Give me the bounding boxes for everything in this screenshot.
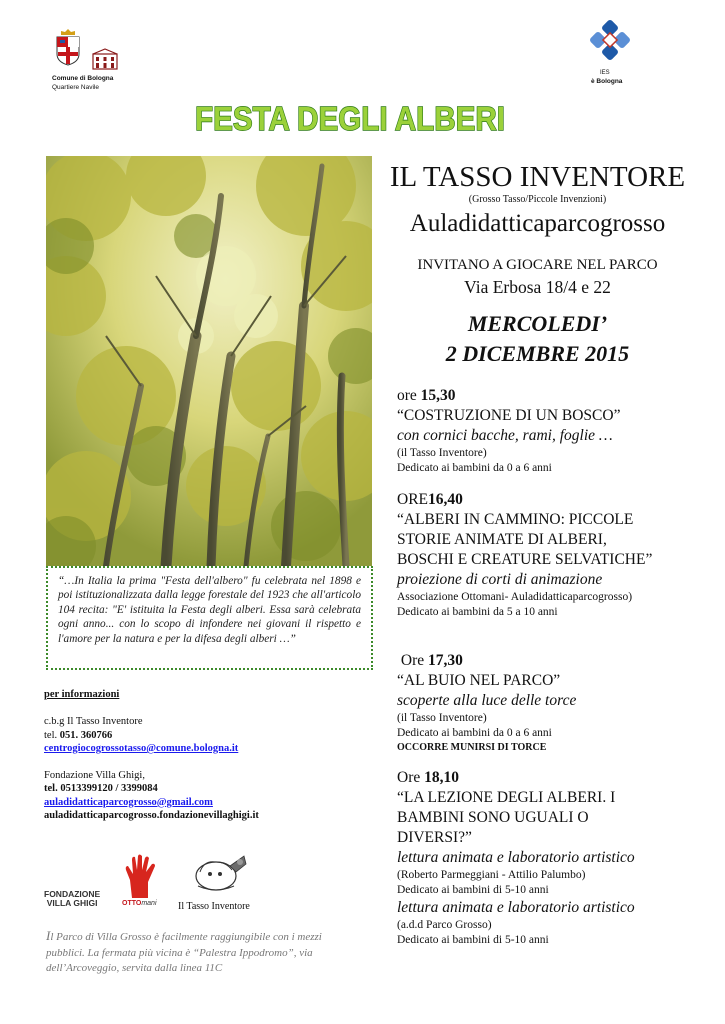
tel2: tel. 0513399120 / 3399084 [44, 783, 158, 795]
mani-text: mani [141, 900, 157, 907]
palazzo-icon [92, 48, 118, 70]
event-4-time-prefix: Ore [397, 769, 425, 786]
comune-label: Comune di Bologna [52, 75, 114, 82]
info-tel1-line [44, 729, 364, 742]
event-3-time-prefix: Ore [397, 652, 428, 669]
villa-ghigi-logo [44, 890, 100, 908]
ies-label: IES [600, 70, 610, 76]
event-4-desc2: lettura animata e laboratorio artistico [397, 898, 635, 916]
main-title: IL TASSO INVENTORE [389, 161, 686, 193]
event-1-title: “COSTRUZIONE DI UN BOSCO” [397, 406, 621, 424]
event-3-note: OCCORRE MUNIRSI DI TORCE [397, 741, 547, 753]
red-hand-icon [124, 854, 158, 900]
quartiere-label: Quartiere Navile [52, 84, 99, 91]
badger-icon [190, 850, 250, 894]
info-org1: c.b.g Il Tasso Inventore [44, 716, 143, 728]
villa-line2: VILLA GHIGI [46, 898, 98, 908]
event-4-audience: Dedicato ai bambini di 5-10 anni [397, 883, 549, 896]
event-1 [397, 386, 697, 476]
comune-bologna-logo [50, 22, 122, 98]
ies-mark-icon [588, 18, 632, 62]
event-4-by2: (a.d.d Parco Grosso) [397, 918, 492, 931]
event-2-audience: Dedicato ai bambini da 5 a 10 anni [397, 605, 558, 618]
event-4-title: “LA LEZIONE DEGLI ALBERI. I BAMBINI SONO UGUALI O DIVERSI?” [397, 788, 616, 846]
subtitle: (Grosso Tasso/Piccole Invenzioni) [468, 194, 607, 205]
invitano-line: INVITANO A GIOCARE NEL PARCO [417, 257, 658, 273]
trees-photo [46, 156, 372, 566]
event-3-time-value: 17,30 [428, 652, 463, 669]
event-3-desc: scoperte alla luce delle torce [397, 691, 577, 709]
address: Via Erbosa 18/4 e 22 [464, 277, 611, 297]
website: auladidatticaparcogrosso.fondazionevillaghigi.it [44, 810, 259, 822]
ottomani-logo [122, 900, 157, 907]
aula-title: Auladidatticaparcogrosso [409, 210, 666, 237]
event-2-time [397, 490, 697, 510]
event-3-time [397, 651, 697, 671]
email1-link[interactable]: centrogiocogrossotasso@comune.bologna.it [44, 742, 239, 754]
event-4-by: (Roberto Parmeggiani - Attilio Palumbo) [397, 868, 586, 881]
event-2-by: Associazione Ottomani- Auladidatticaparcogrosso) [397, 590, 633, 603]
tel1: 051. 360766 [59, 729, 113, 741]
event-1-audience: Dedicato ai bambini da 0 a 6 anni [397, 461, 552, 474]
sponsor-logos [44, 850, 294, 920]
festa-banner [190, 94, 510, 140]
event-4 [397, 768, 697, 948]
footnote [46, 928, 346, 977]
event-date: 2 DICEMBRE 2015 [445, 341, 630, 366]
event-3 [397, 651, 697, 755]
event-1-time [397, 386, 697, 406]
footnote-cap: I [46, 928, 51, 943]
email2-link[interactable]: auladidatticaparcogrosso@gmail.com [44, 796, 213, 808]
bologna-crest-icon [53, 28, 83, 66]
event-4-time-value: 18,10 [424, 769, 459, 786]
event-1-time-value: 15,30 [420, 387, 456, 404]
event-2 [397, 490, 697, 620]
event-2-desc: proiezione di corti di animazione [397, 570, 603, 588]
event-4-desc: lettura animata e laboratorio artistico [397, 848, 635, 866]
tasso-label: Il Tasso Inventore [178, 901, 250, 912]
info-heading: per informazioni [44, 689, 120, 700]
event-2-time-prefix: ORE [397, 491, 428, 508]
banner-title: FESTA DEGLI ALBERI [195, 100, 505, 137]
ies-logo [583, 16, 639, 86]
event-day: MERCOLEDI’ [467, 311, 608, 336]
event-3-title: “AL BUIO NEL PARCO” [397, 671, 561, 689]
event-1-desc: con cornici bacche, rami, foglie … [397, 426, 613, 444]
tel-label: tel. [44, 729, 60, 741]
info-section [44, 688, 364, 822]
event-1-by: (il Tasso Inventore) [397, 446, 487, 459]
event-2-time-value: 16,40 [428, 491, 463, 508]
event-1-time-prefix: ore [397, 387, 421, 404]
quote-box: “…In Italia la prima "Festa dell'albero" fu celebrata nel 1898 e poi istituzionalizzata dalla legge forestale del 1923 che all'articolo 104 recita: "E' istituita la Festa degli alberi. Essa sarà celebrata ogni anno... con lo scopo di infondere nei giovani il rispetto e l'amore per la natura e per la difesa degli alberi …” [46, 566, 373, 670]
event-4-audience2: Dedicato ai bambini di 5-10 anni [397, 933, 549, 946]
event-3-audience: Dedicato ai bambini da 0 a 6 anni [397, 726, 552, 739]
event-3-by: (il Tasso Inventore) [397, 711, 487, 724]
ies-bologna-label: è Bologna [591, 78, 623, 85]
event-2-title: “ALBERI IN CAMMINO: PICCOLE STORIE ANIMATE DI ALBERI, BOSCHI E CREATURE SELVATICHE” [397, 510, 653, 568]
event-4-time [397, 768, 697, 788]
footnote-text: l Parco di Villa Grosso è facilmente raggiungibile con i mezzi pubblici. La fermata più vicina è “Palestra Ippodromo”, via dell’Arcoveggio, servita dalla linea 11C [46, 931, 322, 974]
villa-line1: FONDAZIONE [44, 889, 101, 899]
otto-text: OTTO [122, 900, 142, 907]
info-org2: Fondazione Villa Ghigi, [44, 770, 145, 782]
